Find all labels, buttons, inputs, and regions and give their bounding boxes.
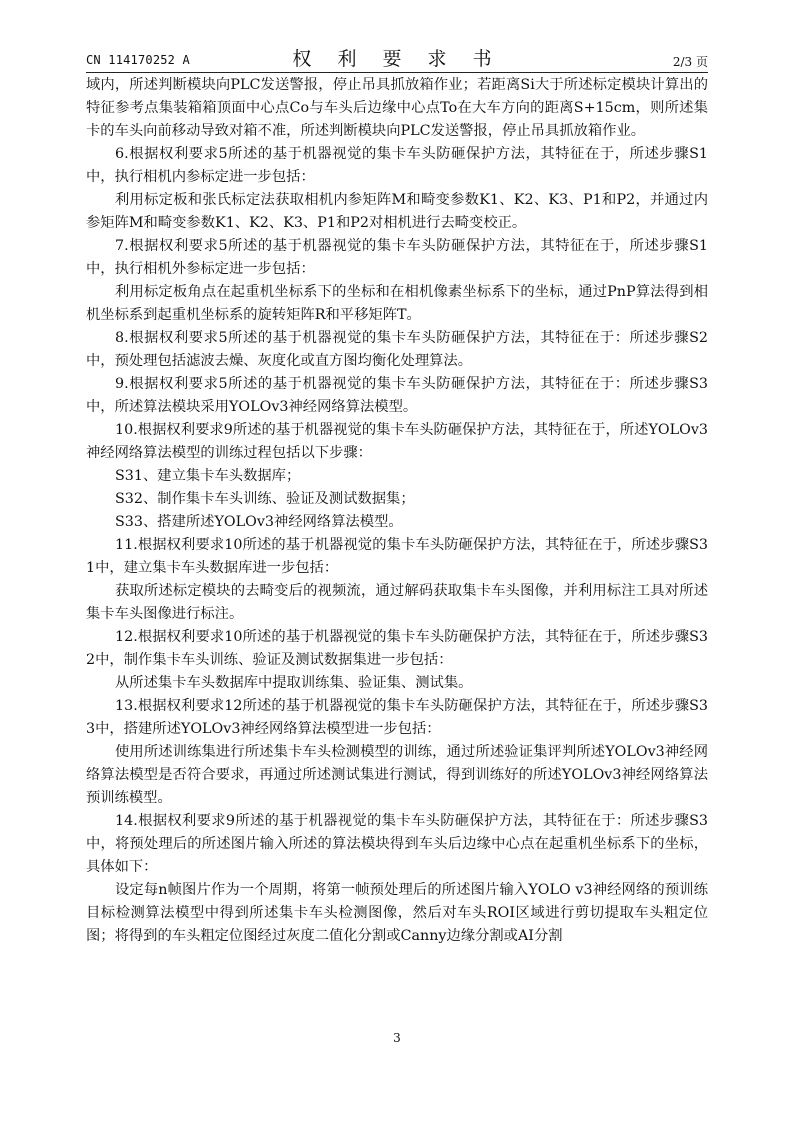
page-number: 3 [393, 1031, 401, 1045]
claim-paragraph: 6.根据权利要求5所述的基于机器视觉的集卡车头防砸保护方法，其特征在于，所述步骤S1中，执行相机内参标定进一步包括： [86, 146, 708, 185]
publication-number: CN 114170252 A [86, 53, 190, 67]
claim-paragraph: 利用标定板角点在起重机坐标系下的坐标和在相机像素坐标系下的坐标，通过PnP算法得到相机坐标系到起重机坐标系的旋转矩阵R和平移矩阵T。 [86, 284, 708, 323]
claim-paragraph: 获取所述标定模块的去畸变后的视频流，通过解码获取集卡车头图像，并利用标注工具对所述集卡车头图像进行标注。 [86, 583, 708, 622]
claim-step: S31、建立集卡车头数据库； [115, 468, 301, 484]
claim-step: S33、搭建所述YOLOv3神经网络算法模型。 [115, 514, 403, 530]
claim-paragraph: 13.根据权利要求12所述的基于机器视觉的集卡车头防砸保护方法，其特征在于，所述步骤S33中，搭建所述YOLOv3神经网络算法模型进一步包括： [86, 698, 708, 737]
claim-paragraph: 域内，所述判断模块向PLC发送警报，停止吊具抓放箱作业；若距离Si大于所述标定模块计算出的特征参考点集装箱箱顶面中心点Co与车头后边缘中心点To在大车方向的距离S+15cm，则所述集卡的车头向前移动导致对箱不准，所述判断模块向PLC发送警报，停止吊具抓放箱作业。 [86, 77, 708, 139]
claim-paragraph: 设定每n帧图片作为一个周期，将第一帧预处理后的所述图片输入YOLO v3神经网络的预训练目标检测算法模型中得到所述集卡车头检测图像，然后对车头ROI区域进行剪切提取车头粗定位图；将得到的车头粗定位图经过灰度二值化分割或Canny边缘分割或AI分割 [86, 882, 708, 944]
claim-paragraph: 9.根据权利要求5所述的基于机器视觉的集卡车头防砸保护方法，其特征在于：所述步骤S3中，所述算法模块采用YOLOv3神经网络算法模型。 [86, 376, 708, 415]
claim-paragraph: 10.根据权利要求9所述的基于机器视觉的集卡车头防砸保护方法，其特征在于，所述YOLOv3神经网络算法模型的训练过程包括以下步骤： [86, 422, 708, 461]
claim-paragraph: 从所述集卡车头数据库中提取训练集、验证集、测试集。 [115, 675, 473, 691]
page-reference: 2/3 页 [672, 55, 708, 69]
page-header [86, 42, 708, 72]
claim-paragraph: 利用标定板和张氏标定法获取相机内参矩阵M和畸变参数K1、K2、K3、P1和P2，并通过内参矩阵M和畸变参数K1、K2、K3、P1和P2对相机进行去畸变校正。 [86, 192, 708, 231]
claim-paragraph: 使用所述训练集进行所述集卡车头检测模型的训练，通过所述验证集评判所述YOLOv3神经网络算法模型是否符合要求，再通过所述测试集进行测试，得到训练好的所述YOLOv3神经网络算法预训练模型。 [86, 744, 708, 806]
header-divider [86, 72, 708, 73]
claim-paragraph: 12.根据权利要求10所述的基于机器视觉的集卡车头防砸保护方法，其特征在于，所述步骤S32中，制作集卡车头训练、验证及测试数据集进一步包括： [86, 629, 708, 668]
claim-paragraph: 11.根据权利要求10所述的基于机器视觉的集卡车头防砸保护方法，其特征在于，所述步骤S31中，建立集卡车头数据库进一步包括： [86, 537, 708, 576]
document-title: 权 利 要 求 书 [292, 48, 502, 70]
claim-paragraph: 14.根据权利要求9所述的基于机器视觉的集卡车头防砸保护方法，其特征在于：所述步骤S3中，将预处理后的所述图片输入所述的算法模块得到车头后边缘中心点在起重机坐标系下的坐标，具体如下： [86, 813, 708, 875]
claim-step: S32、制作集卡车头训练、验证及测试数据集； [115, 491, 415, 507]
claim-paragraph: 7.根据权利要求5所述的基于机器视觉的集卡车头防砸保护方法，其特征在于，所述步骤S1中，执行相机外参标定进一步包括： [86, 238, 708, 277]
claim-paragraph: 8.根据权利要求5所述的基于机器视觉的集卡车头防砸保护方法，其特征在于：所述步骤S2中，预处理包括滤波去燥、灰度化或直方图均衡化处理算法。 [86, 330, 708, 369]
claims-body [86, 74, 708, 948]
